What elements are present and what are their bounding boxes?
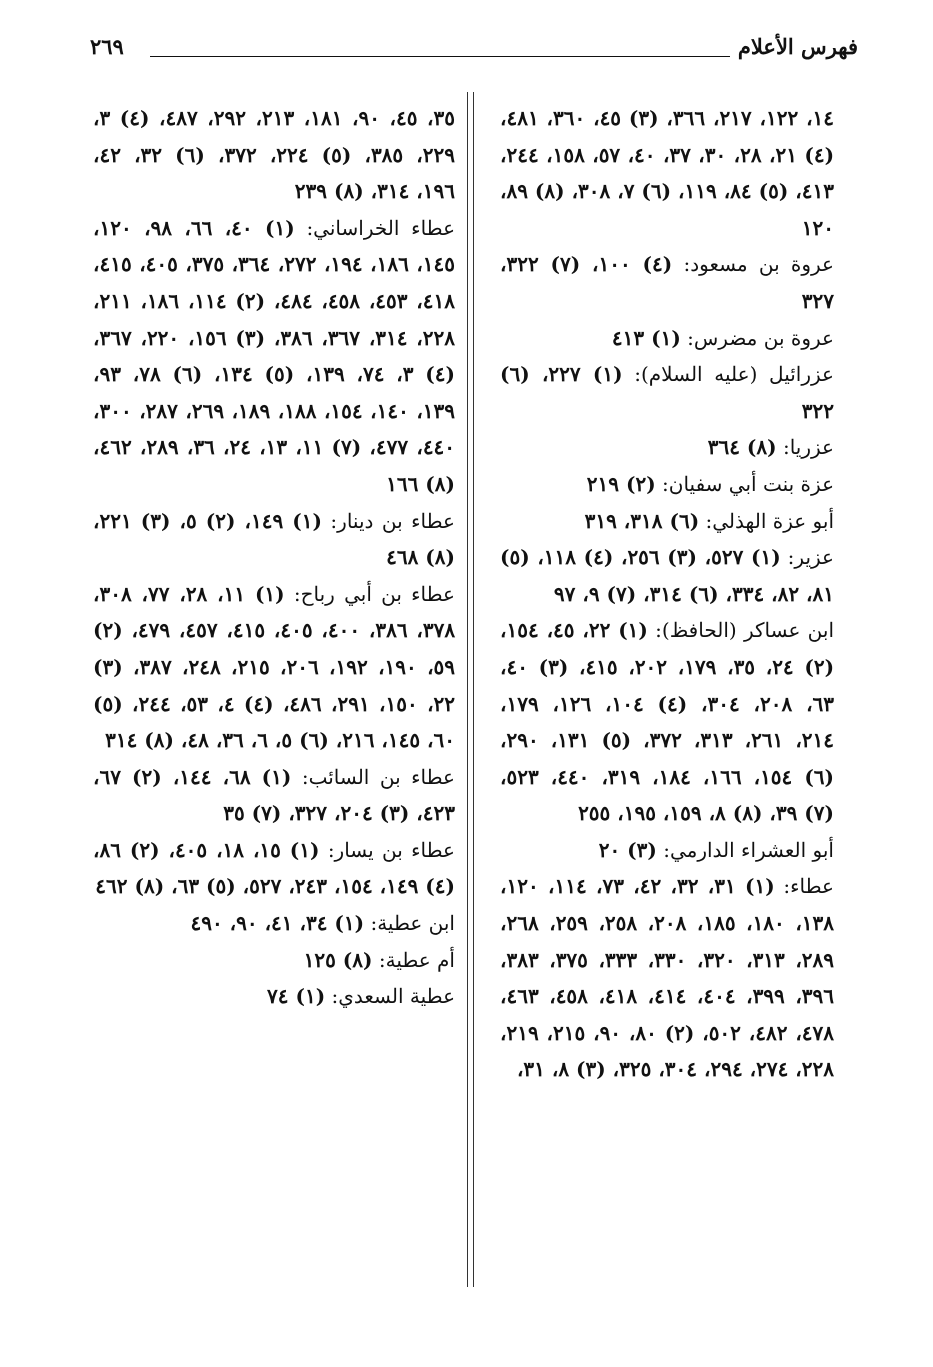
index-entry: [500, 868, 834, 1088]
entry-name: عزرائيل (عليه السلام):: [622, 362, 834, 387]
index-entry: [93, 978, 455, 1015]
column-divider: [473, 92, 474, 1287]
entry-name: عطاء بن دينار:: [321, 508, 455, 533]
entry-name: عطاء بن السائب:: [291, 764, 455, 789]
entry-name: عطاء بن أبي رباح:: [284, 581, 455, 606]
entry-references: ٣٥، ٤٥، ٩٠، ١٨١، ٢١٣، ٢٩٢، ٤٨٧، (٤) ٣، ٢٢٩، ٣٨٥، (٥) ٢٢٤، ٣٧٢، (٦) ٣٢، ٤٢، ١٩٦، ٣١٤، (٨) ٢٣٩: [93, 106, 455, 204]
entry-references: (٣) ٢٠: [598, 837, 657, 862]
entry-name: عزريا:: [776, 435, 834, 460]
index-entry: [500, 612, 834, 832]
entry-name: عروة بن مسعود:: [672, 252, 834, 277]
entry-references: (١) ٤٠، ٦٦، ٩٨، ١٢٠، ١٤٥، ١٨٦، ١٩٤، ٢٧٢، ٣٦٤، ٣٧٥، ٤٠٥، ٤١٥، ٤١٨، ٤٥٣، ٤٥٨، ٤٨٤، (٢) ١١٤، ١٨٦، ٢١١، ٢٢٨، ٣١٤، ٣٦٧، ٣٨٦، (٣) ١٥٦، ٢٢٠، ٣٦٧، (٤) ٣، ٧٤، ١٣٩، (٥) ١٣٤، (٦) ٧٨، ٩٣، ١٣٩، ١٤٠، ١٥٤، ١٨٨، ١٨٩، ٢٦٩، ٢٨٧، ٣٠٠، ٤٤٠، ٤٧٧، (٧) ١١، ١٣، ٢٤، ٣٦، ٢٨٩، ٤٦٢، (٨) ١٦٦: [93, 215, 456, 496]
entry-references: ١٤، ١٢٢، ٢١٧، ٣٦٦، (٣) ٤٥، ٣٦٠، ٤٨١، (٤) ٢١، ٢٨، ٣٠، ٣٧، ٤٠، ٥٧، ١٥٨، ٢٤٤، ٤١٣، (٥) ٨٤، ١١٩، (٦) ٧، ٣٠٨، (٨) ٨٩، ١٢٠: [500, 106, 835, 240]
entry-references: (١) ١٤٩، (٢) ٥، (٣) ٢٢١، (٨) ٤٦٨: [93, 508, 455, 570]
entry-name: عطاء:: [774, 874, 834, 899]
index-entry: [500, 503, 834, 540]
index-entry: [93, 942, 455, 979]
entry-name: عطاء الخراساني:: [294, 215, 456, 240]
index-entry: [93, 905, 455, 942]
page-number: ٢٦٩: [90, 34, 124, 59]
entry-name: أبو العشراء الدارمي:: [656, 837, 834, 862]
entry-name: أبو عزة الهذلي:: [699, 508, 834, 533]
index-entry: [93, 210, 455, 503]
page-header: [90, 30, 858, 64]
column-divider: [467, 92, 468, 1287]
index-entry: [93, 759, 455, 832]
index-entry: [93, 503, 455, 576]
index-column-left: [93, 100, 455, 1015]
index-entry: [93, 576, 455, 759]
page-title: فهرس الأعلام: [737, 34, 858, 59]
entry-references: (١) ٤١٣: [611, 325, 681, 350]
entry-references: (١) ٥٢٧، (٣) ٢٥٦، (٤) ١١٨، (٥) ٨١، ٨٢، ٣٣٤، (٦) ٣١٤، (٧) ٩، ٩٧: [500, 545, 834, 606]
entry-references: (١) ١٥، ١٨، ٤٠٥، (٢) ٨٦، (٤) ١٤٩، ١٥٤، ٢٤٣، ٥٢٧، (٥) ٦٣، (٨) ٤٦٢: [93, 837, 455, 899]
entry-references: (١) ٦٨، ١٤٤، (٢) ٦٧، ٤٢٣، (٣) ٢٠٤، ٣٢٧، (٧) ٣٥: [93, 764, 455, 826]
entry-references: (٤) ١٠٠، (٧) ٣٢٢، ٣٢٧: [500, 252, 834, 313]
entry-references: (١) ٣٤، ٤١، ٩٠، ٤٩٠: [190, 911, 365, 936]
entry-name: ابن عساكر (الحافظ):: [647, 618, 834, 643]
index-entry: [93, 100, 455, 210]
entry-name: أم عطية:: [372, 947, 455, 972]
entry-name: عزة بنت أبي سفيان:: [655, 471, 834, 496]
index-column-right: [500, 100, 834, 1088]
entry-name: عزير:: [780, 545, 834, 570]
index-entry: [500, 246, 834, 319]
entry-name: عطاء بن يسار:: [319, 837, 455, 862]
entry-references: (٢) ٢١٩: [586, 471, 656, 496]
entry-references: (١) ٢٢، ٤٥، ١٥٤، (٢) ٢٤، ٣٥، ١٧٩، ٢٠٢، ٤١٥، (٣) ٤٠، ٦٣، ٢٠٨، ٣٠٤، (٤) ١٠٤، ١٢٦، ١٧٩، ٢١٤، ٢٦١، ٣١٣، ٣٧٢، (٥) ١٣١، ٢٩٠، (٦) ١٥٤، ١٦٦، ١٨٤، ٣١٩، ٤٤٠، ٥٢٣، (٧) ٣٩، (٨) ٨، ١٥٩، ١٩٥، ٢٥٥: [500, 618, 835, 826]
header-rule: [150, 56, 730, 57]
entry-references: (٦) ٣١٨، ٣١٩: [584, 508, 700, 533]
index-entry: [500, 356, 834, 429]
index-entry: [500, 429, 834, 466]
index-entry: [500, 320, 834, 357]
entry-references: (٨) ٣٦٤: [707, 435, 777, 460]
entry-name: عروة بن مضرس:: [680, 325, 834, 350]
index-entry: [500, 100, 834, 246]
index-entry: [93, 832, 455, 905]
index-entry: [500, 832, 834, 869]
entry-references: (١) ٧٤: [267, 984, 326, 1009]
index-entry: [500, 539, 834, 612]
entry-references: (١) ٢٢٧، (٦) ٣٢٢: [500, 362, 834, 423]
entry-references: (١) ١١، ٢٨، ٧٧، ٣٠٨، ٣٧٨، ٣٨٦، ٤٠٠، ٤٠٥، ٤١٥، ٤٥٧، ٤٧٩، (٢) ٥٩، ١٩٠، ١٩٢، ٢٠٦، ٢١٥، ٢٤٨، ٣٨٧، (٣) ٢٢، ١٥٠، ٢٩١، ٤٨٦، (٤) ٤، ٥٣، ٢٤٤، (٥) ٦٠، ١٤٥، ٢١٦، (٦) ٥، ٦، ٣٦، ٤٨، (٨) ٣١٤: [93, 581, 456, 753]
index-entry: [500, 466, 834, 503]
entry-references: (١) ٣١، ٣٢، ٤٢، ٧٣، ١١٤، ١٢٠، ١٣٨، ١٨٠، ١٨٥، ٢٠٨، ٢٥٨، ٢٥٩، ٢٦٨، ٢٨٩، ٣١٣، ٣٢٠، ٣٣٠، ٣٣٣، ٣٧٥، ٣٨٣، ٣٩٦، ٣٩٩، ٤٠٤، ٤١٤، ٤١٨، ٤٥٨، ٤٦٣، ٤٧٨، ٤٨٢، ٥٠٢، (٢) ٨٠، ٩٠، ٢١٥، ٢١٩، ٢٢٨، ٢٧٤، ٢٩٤، ٣٠٤، ٣٢٥، (٣) ٨، ٣١،: [500, 874, 835, 1082]
entry-references: (٨) ١٢٥: [303, 947, 373, 972]
entry-name: ابن عطية:: [364, 911, 455, 936]
entry-name: عطية السعدي:: [325, 984, 455, 1009]
